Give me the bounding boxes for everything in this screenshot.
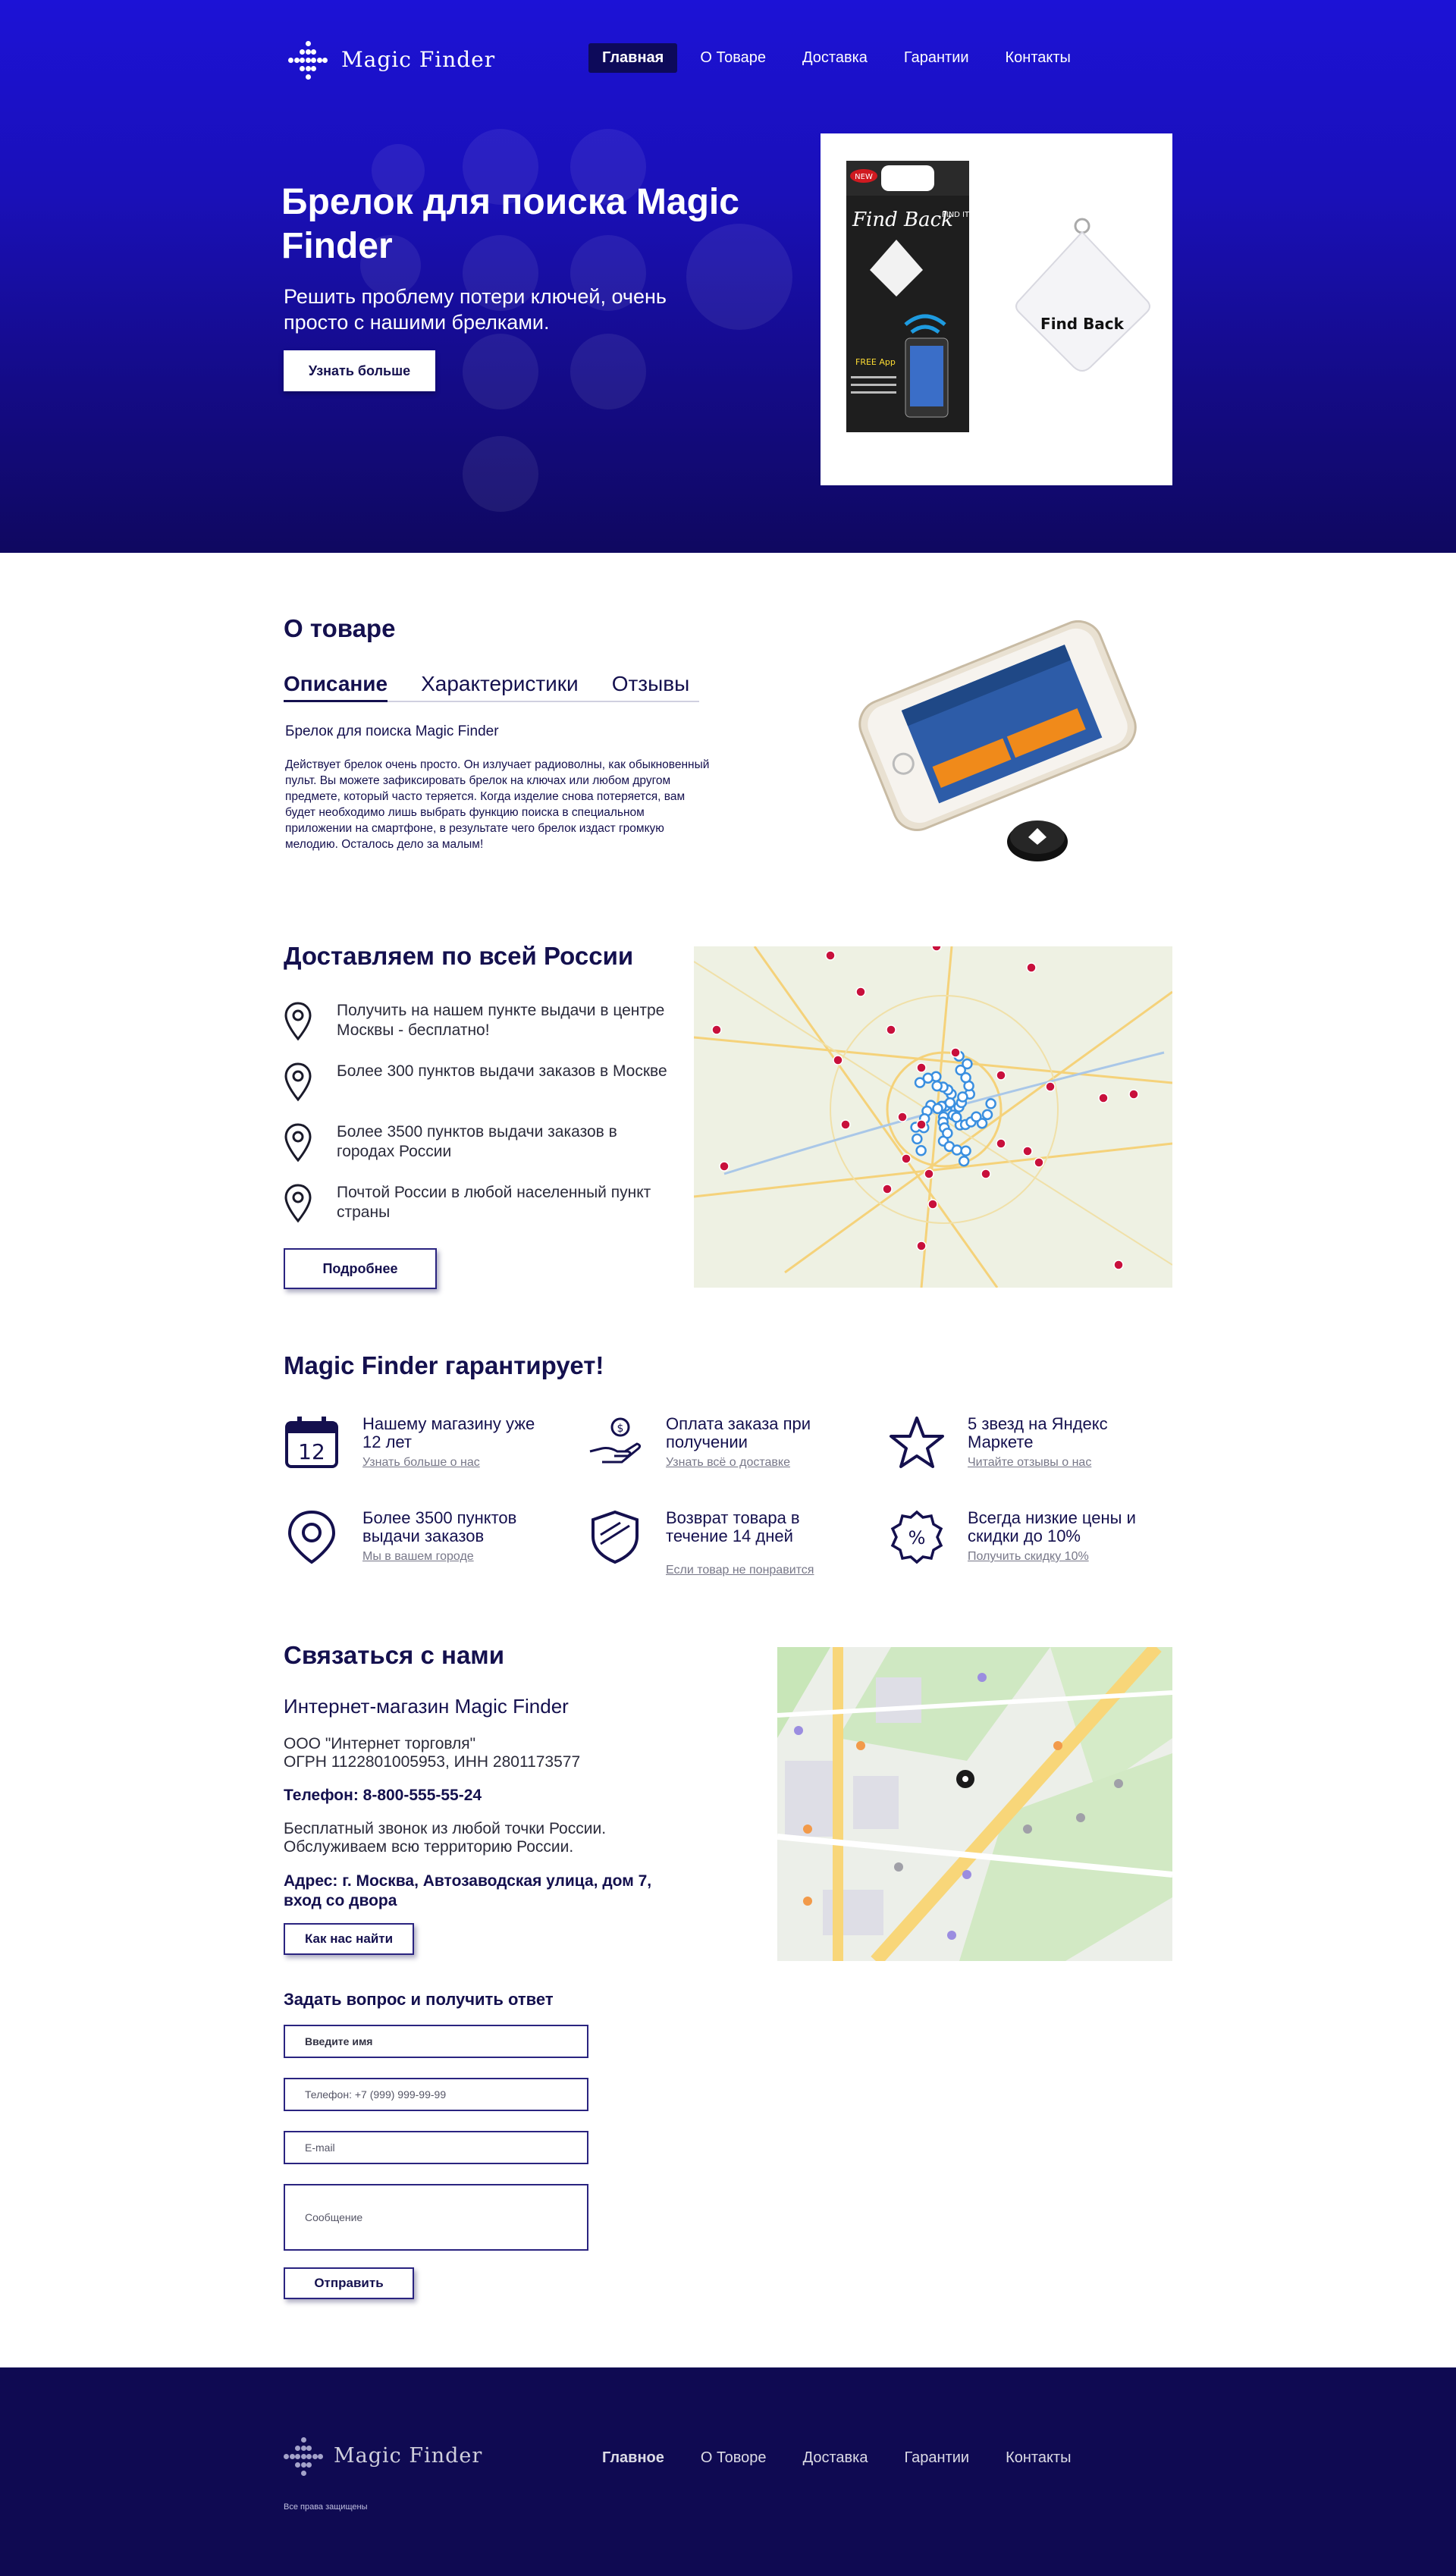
learn-more-button[interactable]: Узнать больше bbox=[284, 350, 435, 391]
guarantee-item bbox=[889, 1509, 1162, 1585]
city-marker[interactable] bbox=[1023, 1147, 1032, 1156]
footer-nav-home[interactable]: Главное bbox=[602, 2449, 664, 2466]
pickup-point-marker[interactable] bbox=[959, 1156, 968, 1166]
list-item bbox=[284, 1122, 678, 1183]
pickup-point-marker[interactable] bbox=[952, 1112, 961, 1122]
hero-subtitle: Решить проблему потери ключей, очень просто с нашими брелками. bbox=[284, 285, 667, 334]
city-marker[interactable] bbox=[883, 1184, 892, 1194]
city-marker[interactable] bbox=[833, 1056, 843, 1065]
city-marker[interactable] bbox=[1046, 1082, 1055, 1091]
location-map[interactable] bbox=[777, 1647, 1172, 1961]
guarantee-item bbox=[587, 1509, 860, 1585]
logo-dot bbox=[290, 2454, 295, 2459]
pickup-point-marker[interactable] bbox=[917, 1146, 926, 1155]
logo-dot bbox=[284, 2454, 289, 2459]
name-input[interactable]: Введите имя bbox=[284, 2025, 588, 2058]
logo-dot bbox=[306, 49, 311, 55]
nav-item-delivery[interactable]: Доставка bbox=[802, 49, 868, 66]
description-text: Действует брелок очень просто. Он излучает радиоволны, как обыкновенный пульт. Вы можете зафиксировать брелок на ключах или любом другом предмете, который часто теряется. Когда изделие снова потеряется, вам будет необходимо лишь выбрать функцию поиска в специальном приложении на смартфоне, в результате чего брелок издаст громкую мелодию. Осталось дело за малым! bbox=[285, 758, 710, 851]
nav-item-guarantees[interactable]: Гарантии bbox=[903, 49, 969, 66]
city-marker[interactable] bbox=[886, 1025, 896, 1034]
new-label: NEW bbox=[855, 173, 873, 181]
brand-name: Magic Finder bbox=[334, 2443, 483, 2468]
city-marker[interactable] bbox=[841, 1120, 850, 1129]
logo-dot bbox=[306, 74, 311, 80]
phone-number[interactable]: Телефон: 8-800-555-55-24 bbox=[284, 1787, 482, 1804]
logo-dot bbox=[301, 2446, 306, 2451]
city-marker[interactable] bbox=[928, 1200, 937, 1209]
city-marker[interactable] bbox=[826, 951, 835, 960]
message-textarea[interactable]: Сообщение bbox=[284, 2184, 588, 2251]
phone-with-tag-image bbox=[827, 614, 1172, 880]
brand-name: Magic Finder bbox=[341, 46, 496, 72]
delivery-list bbox=[284, 1001, 678, 1244]
pickup-point-marker[interactable] bbox=[958, 1093, 967, 1102]
free-app-label: FREE App bbox=[855, 357, 896, 367]
guarantee-item-title: Нашему магазину уже 12 лет bbox=[362, 1414, 535, 1451]
logo-icon bbox=[288, 38, 331, 80]
guarantee-item-title: Оплата заказа при получении bbox=[666, 1414, 811, 1451]
free-call-text: Бесплатный звонок из любой точки России. bbox=[284, 1820, 607, 1837]
discount-badge-icon bbox=[889, 1509, 945, 1565]
city-marker[interactable] bbox=[902, 1154, 911, 1163]
pickup-point-marker[interactable] bbox=[912, 1134, 921, 1144]
list-item bbox=[284, 1183, 678, 1244]
map-pin-icon bbox=[284, 1183, 312, 1224]
logo-dot bbox=[318, 2454, 323, 2459]
description-heading: Брелок для поиска Magic Finder bbox=[285, 723, 499, 739]
city-marker[interactable] bbox=[924, 1169, 934, 1178]
logo-dot bbox=[301, 2437, 306, 2443]
delivery-item-text: Более 3500 пунктов выдачи заказов в городах России bbox=[337, 1123, 617, 1160]
delivery-item-text: Получить на нашем пункте выдачи в центре Москвы - бесплатно! bbox=[337, 1002, 665, 1039]
brand-logo[interactable] bbox=[288, 38, 495, 80]
pickup-point-marker[interactable] bbox=[971, 1112, 981, 1122]
footer-nav bbox=[588, 2443, 1084, 2473]
city-marker[interactable] bbox=[917, 1120, 926, 1129]
pickup-point-marker[interactable] bbox=[933, 1081, 942, 1090]
guarantee-item-link[interactable]: Читайте отзывы о нас bbox=[968, 1456, 1092, 1469]
tag-brand: Find Back bbox=[1040, 315, 1124, 333]
more-button[interactable]: Подробнее bbox=[284, 1248, 437, 1289]
guarantee-item bbox=[284, 1415, 557, 1491]
logo-dot bbox=[311, 49, 316, 55]
city-marker[interactable] bbox=[712, 1025, 721, 1034]
pickup-point-marker[interactable] bbox=[983, 1110, 992, 1119]
logo-dot bbox=[306, 66, 311, 71]
logo-dot bbox=[295, 2454, 300, 2459]
package-brand: Find Back bbox=[852, 209, 953, 231]
pickup-point-marker[interactable] bbox=[952, 1145, 962, 1154]
logo-dot bbox=[294, 58, 300, 63]
logo-dot bbox=[317, 58, 322, 63]
delivery-map[interactable] bbox=[694, 946, 1172, 1288]
logo-dot bbox=[311, 66, 316, 71]
nav-item-home[interactable]: Главная bbox=[588, 43, 677, 73]
hero-section bbox=[0, 0, 1456, 553]
guarantee-item-title: 5 звезд на Яндекс Маркете bbox=[968, 1414, 1108, 1451]
map-pin-icon bbox=[284, 1122, 312, 1163]
city-marker[interactable] bbox=[856, 987, 865, 996]
package-corner-text: FIND IT FAST! bbox=[942, 211, 993, 219]
shop-name: Интернет-магазин Magic Finder bbox=[284, 1695, 569, 1718]
footer-nav-delivery[interactable]: Доставка bbox=[802, 2449, 868, 2466]
email-input[interactable]: E-mail bbox=[284, 2131, 588, 2164]
logo-dot bbox=[300, 49, 305, 55]
copyright-text: Все права защищены bbox=[284, 2502, 368, 2512]
about-title: О товаре bbox=[284, 614, 396, 642]
city-marker[interactable] bbox=[996, 1139, 1006, 1148]
logo-icon bbox=[284, 2434, 326, 2477]
product-image bbox=[821, 133, 1172, 485]
city-marker[interactable] bbox=[1099, 1093, 1108, 1103]
pickup-point-marker[interactable] bbox=[933, 1104, 942, 1113]
address-text: Адрес: г. Москва, Автозаводская улица, дом 7, вход со двора bbox=[284, 1872, 652, 1909]
guarantee-item-link[interactable]: Получить скидку 10% bbox=[968, 1550, 1089, 1563]
logo-dot bbox=[295, 2462, 300, 2468]
logo-dot bbox=[306, 58, 311, 63]
footer-nav-product[interactable]: О Товоре bbox=[700, 2449, 767, 2466]
logo-dot bbox=[300, 58, 305, 63]
delivery-item-text: Почтой России в любой населенный пункт страны bbox=[337, 1184, 651, 1221]
map-pin-icon bbox=[284, 1062, 312, 1103]
guarantee-item-title: Более 3500 пунктов выдачи заказов bbox=[362, 1508, 517, 1545]
city-marker[interactable] bbox=[981, 1169, 990, 1178]
city-marker[interactable] bbox=[917, 1241, 926, 1250]
logo-dot bbox=[306, 41, 311, 46]
contacts-title: Связаться с нами bbox=[284, 1641, 504, 1669]
logo-dot bbox=[306, 2446, 312, 2451]
logo-dot bbox=[295, 2446, 300, 2451]
svg-text:$: $ bbox=[617, 1423, 624, 1435]
logo-dot bbox=[288, 58, 293, 63]
nav-item-product[interactable]: О Товаре bbox=[700, 49, 767, 66]
footer-nav-contacts[interactable]: Контакты bbox=[1006, 2449, 1072, 2466]
guarantee-item bbox=[587, 1415, 860, 1491]
tab-description[interactable]: Описание bbox=[284, 672, 388, 702]
city-marker[interactable] bbox=[1114, 1260, 1123, 1269]
city-marker[interactable] bbox=[917, 1063, 926, 1072]
svg-text:%: % bbox=[908, 1527, 926, 1548]
product-tabs bbox=[284, 672, 699, 702]
city-marker[interactable] bbox=[996, 1071, 1006, 1080]
map-pin-icon bbox=[284, 1001, 312, 1042]
guarantee-item-link[interactable]: Узнать больше о нас bbox=[362, 1456, 480, 1469]
logo-dot bbox=[312, 2454, 318, 2459]
city-marker[interactable] bbox=[898, 1112, 907, 1122]
hero-title: Брелок для поиска Magic Finder bbox=[281, 182, 739, 266]
submit-button[interactable]: Отправить bbox=[284, 2267, 414, 2299]
coverage-text: Обслуживаем всю территорию России. bbox=[284, 1838, 574, 1856]
tab-reviews[interactable]: Отзывы bbox=[611, 672, 690, 695]
logo-dot bbox=[301, 2471, 306, 2476]
logo-dot bbox=[306, 2462, 312, 2468]
pickup-point-marker[interactable] bbox=[962, 1147, 971, 1156]
tab-specs[interactable]: Характеристики bbox=[421, 672, 579, 695]
list-item bbox=[284, 1001, 678, 1062]
delivery-title: Доставляем по всей России bbox=[284, 942, 634, 970]
footer-logo[interactable] bbox=[284, 2434, 482, 2477]
logo-dot bbox=[311, 58, 316, 63]
form-title: Задать вопрос и получить ответ bbox=[284, 1990, 554, 2009]
logo-dot bbox=[301, 2462, 306, 2468]
logo-dot bbox=[300, 66, 305, 71]
pickup-point-marker[interactable] bbox=[987, 1099, 996, 1108]
decor-bubble bbox=[463, 334, 538, 409]
guarantee-item-title: Возврат товара в течение 14 дней bbox=[666, 1508, 800, 1545]
decor-bubble bbox=[570, 334, 646, 409]
city-marker[interactable] bbox=[951, 1048, 960, 1057]
list-item bbox=[284, 1062, 678, 1122]
pickup-point-marker[interactable] bbox=[946, 1098, 955, 1107]
nav-item-contacts[interactable]: Контакты bbox=[1005, 49, 1071, 66]
shield-icon bbox=[587, 1509, 643, 1565]
logo-dot bbox=[322, 58, 328, 63]
company-name: ООО "Интернет торговля" bbox=[284, 1735, 476, 1752]
payment-hand-icon bbox=[587, 1415, 643, 1471]
footer bbox=[0, 2367, 1456, 2576]
city-marker[interactable] bbox=[720, 1162, 729, 1171]
logo-dot bbox=[301, 2454, 306, 2459]
svg-text:12: 12 bbox=[298, 1439, 325, 1464]
guarantee-item bbox=[284, 1509, 557, 1585]
city-marker[interactable] bbox=[932, 946, 941, 951]
guarantee-item-link[interactable]: Узнать всё о доставке bbox=[666, 1456, 790, 1469]
main-nav bbox=[588, 43, 1084, 73]
city-marker[interactable] bbox=[1129, 1090, 1138, 1099]
pickup-point-marker[interactable] bbox=[956, 1065, 965, 1075]
location-pin-icon bbox=[284, 1509, 340, 1565]
delivery-item-text: Более 300 пунктов выдачи заказов в Москве bbox=[337, 1062, 667, 1080]
guarantee-item-title: Всегда низкие цены и скидки до 10% bbox=[968, 1508, 1136, 1545]
guarantee-item-link[interactable]: Если товар не понравится bbox=[666, 1564, 814, 1577]
logo-dot bbox=[306, 2454, 312, 2459]
calendar-icon bbox=[284, 1415, 340, 1471]
pickup-point-marker[interactable] bbox=[915, 1078, 924, 1087]
find-us-button[interactable]: Как нас найти bbox=[284, 1923, 414, 1955]
guarantee-title: Magic Finder гарантирует! bbox=[284, 1351, 604, 1379]
pickup-point-marker[interactable] bbox=[943, 1128, 952, 1137]
footer-nav-guarantees[interactable]: Гарантии bbox=[904, 2449, 970, 2466]
phone-input[interactable]: Телефон: +7 (999) 999-99-99 bbox=[284, 2078, 588, 2111]
city-marker[interactable] bbox=[1027, 963, 1036, 972]
guarantee-item bbox=[889, 1415, 1162, 1491]
guarantee-item-link[interactable]: Мы в вашем городе bbox=[362, 1550, 474, 1563]
star-icon bbox=[889, 1415, 945, 1471]
company-ogrn: ОГРН 1122801005953, ИНН 2801173577 bbox=[284, 1753, 581, 1771]
city-marker[interactable] bbox=[1034, 1158, 1043, 1167]
decor-bubble bbox=[463, 436, 538, 512]
